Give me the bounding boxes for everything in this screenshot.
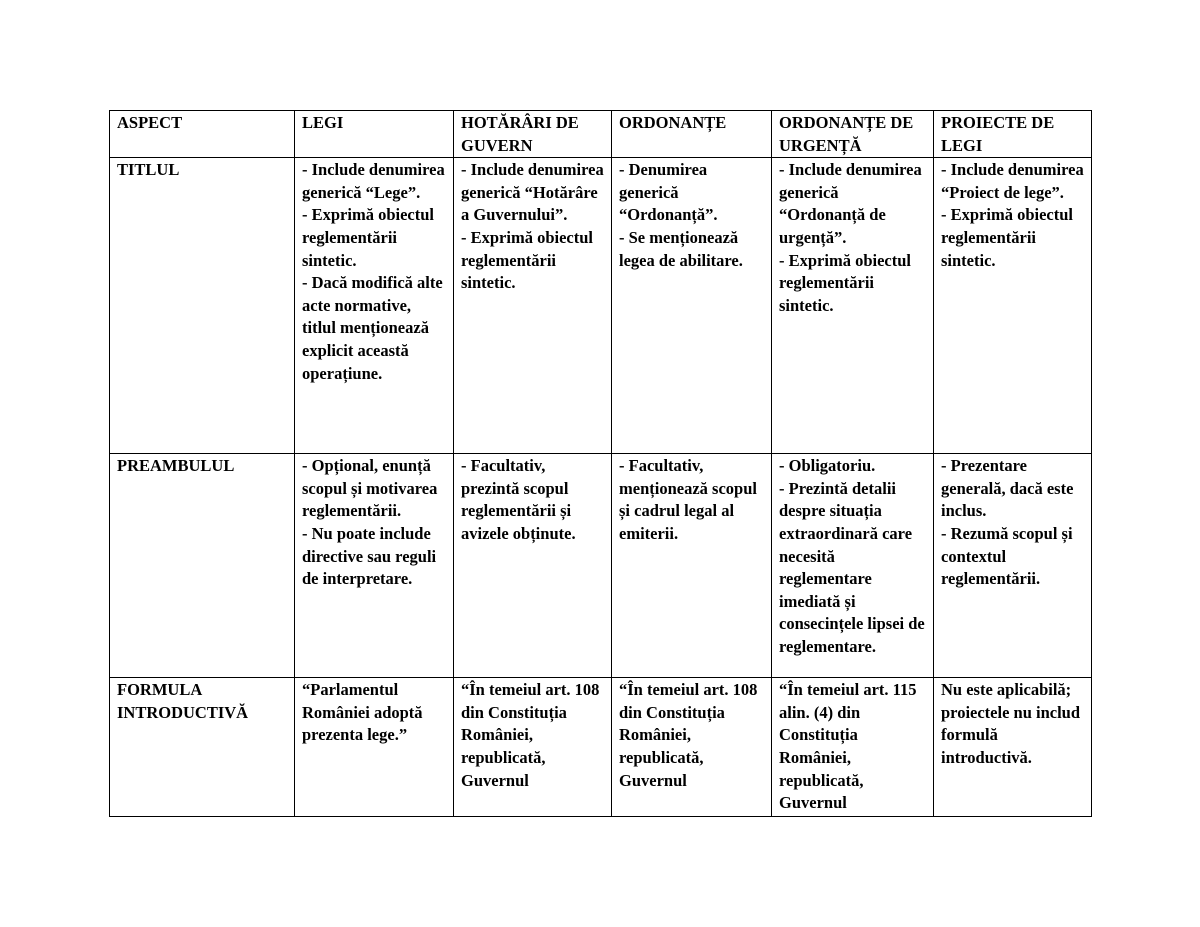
cell-text: - Obligatoriu. bbox=[779, 456, 876, 476]
cell-text: - Prezintă detalii despre situația extraordinară care necesită reglementare imediată și consecințele lipsei de reglementare. bbox=[779, 478, 925, 656]
cell-text: - Se menționează legea de abilitare. bbox=[619, 227, 743, 270]
cell-text: - Opțional, enunță scopul și motivarea reglementării. bbox=[302, 456, 438, 521]
comparison-table bbox=[109, 110, 1092, 817]
cell-text: - Facultativ, menționează scopul și cadrul legal al emiterii. bbox=[619, 456, 757, 543]
cell-text: - Dacă modifică alte acte normative, titlul menționează explicit această operațiune. bbox=[302, 273, 443, 383]
table-cell bbox=[772, 678, 934, 817]
cell-text: - Include denumirea generică “Ordonanță de urgență”. bbox=[779, 160, 922, 247]
cell-text: - Exprimă obiectul reglementării sintetic. bbox=[779, 250, 911, 315]
cell-text: - Prezentare generală, dacă este inclus. bbox=[941, 456, 1074, 521]
cell-text: - Include denumirea generică “Lege”. bbox=[302, 160, 445, 202]
table-cell bbox=[295, 678, 454, 817]
table-row bbox=[110, 678, 1092, 817]
cell-text: - Include denumirea “Proiect de lege”. bbox=[941, 160, 1084, 202]
cell-text: - Facultativ, prezintă scopul reglementării și avizele obținute. bbox=[461, 456, 576, 543]
table-cell bbox=[772, 454, 934, 678]
cell-text: - Exprimă obiectul reglementării sintetic. bbox=[461, 227, 593, 293]
aspect-cell: FORMULA INTRODUCTIVĂ bbox=[110, 678, 295, 817]
aspect-cell: PREAMBULUL bbox=[110, 454, 295, 678]
header-legi: LEGI bbox=[295, 111, 454, 158]
cell-text: Nu este aplicabilă; proiectele nu includ formulă introductivă. bbox=[941, 680, 1081, 767]
table-row bbox=[110, 158, 1092, 454]
header-ordonante: ORDONANȚE bbox=[612, 111, 772, 158]
cell-text: - Rezumă scopul și contextul reglementării. bbox=[941, 523, 1073, 589]
table-cell bbox=[612, 454, 772, 678]
table-cell bbox=[295, 158, 454, 454]
table-cell bbox=[772, 158, 934, 454]
table-cell bbox=[454, 158, 612, 454]
table-cell bbox=[454, 454, 612, 678]
cell-text: “În temeiul art. 108 din Constituția României, republicată, Guvernul bbox=[619, 680, 758, 790]
cell-text: - Denumirea generică “Ordonanță”. bbox=[619, 160, 718, 225]
cell-text: - Exprimă obiectul reglementării sintetic. bbox=[941, 205, 1073, 270]
cell-text: “Parlamentul României adoptă prezenta lege.” bbox=[302, 680, 423, 745]
cell-text: - Nu poate include directive sau reguli de interpretare. bbox=[302, 523, 437, 589]
cell-text: - Include denumirea generică “Hotărâre a Guvernului”. bbox=[461, 160, 604, 225]
header-proiecte-de-legi: PROIECTE DE LEGI bbox=[934, 111, 1092, 158]
table-cell bbox=[934, 158, 1092, 454]
table-row bbox=[110, 454, 1092, 678]
table-cell bbox=[934, 678, 1092, 817]
aspect-cell: TITLUL bbox=[110, 158, 295, 454]
header-hotarari-de-guvern: HOTĂRÂRI DE GUVERN bbox=[454, 111, 612, 158]
table-cell bbox=[612, 678, 772, 817]
table-cell bbox=[934, 454, 1092, 678]
table-cell bbox=[454, 678, 612, 817]
header-ordonante-de-urgenta: ORDONANȚE DE URGENȚĂ bbox=[772, 111, 934, 158]
table-cell bbox=[612, 158, 772, 454]
table-header-row bbox=[110, 111, 1092, 158]
cell-text: “În temeiul art. 115 alin. (4) din Constituția României, republicată, Guvernul bbox=[779, 680, 917, 813]
cell-text: - Exprimă obiectul reglementării sintetic. bbox=[302, 205, 434, 270]
header-aspect: ASPECT bbox=[110, 111, 295, 158]
cell-text: “În temeiul art. 108 din Constituția României, republicată, Guvernul bbox=[461, 680, 600, 790]
table-cell bbox=[295, 454, 454, 678]
